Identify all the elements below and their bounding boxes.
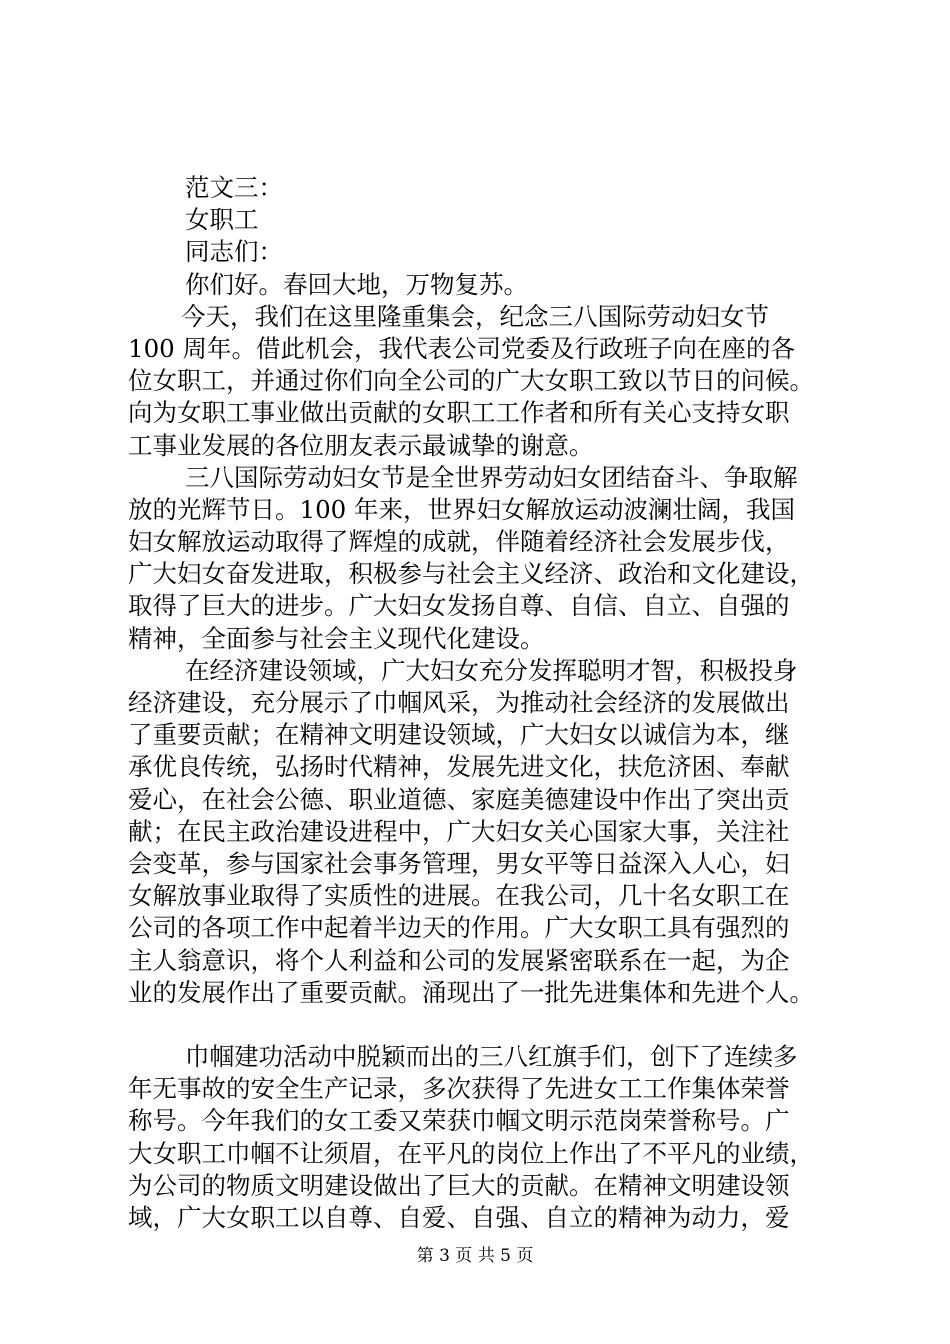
paragraph-line: 工事业发展的各位朋友表示最诚挚的谢意。 (128, 430, 594, 460)
paragraph-line: 主人翁意识，将个人利益和公司的发展紧密联系在一起，为企 (128, 945, 790, 975)
salutation: 同志们： (185, 237, 283, 267)
paragraph-line: 献；在民主政治建设进程中，广大妇女关心国家大事，关注社 (128, 816, 790, 846)
paragraph-line: 经济建设，充分展示了巾帼风采，为推动社会经济的发展做出 (128, 688, 790, 717)
paragraph-line: 今天，我们在这里隆重集会，纪念三八国际劳动妇女节 (181, 301, 769, 331)
paragraph-line: 妇女解放运动取得了辉煌的成就，伴随着经济社会发展步伐， (128, 527, 790, 557)
paragraph-line: 女解放事业取得了实质性的进展。在我公司，几十名女职工在 (128, 881, 790, 911)
paragraph-line: 会变革，参与国家社会事务管理，男女平等日益深入人心，妇 (128, 848, 790, 878)
paragraph-line: 域，广大女职工以自尊、自爱、自强、自立的精神为动力，爱 (128, 1203, 790, 1232)
section-heading: 范文三： (185, 173, 283, 202)
paragraph-line: 了重要贡献；在精神文明建设领域，广大妇女以诚信为本，继 (128, 720, 790, 750)
document-body (128, 172, 850, 1234)
paragraph-line: 向为女职工事业做出贡献的女职工工作者和所有关心支持女职 (128, 398, 790, 428)
paragraph-line: 取得了巨大的进步。广大妇女发扬自尊、自信、自立、自强的 (128, 591, 790, 621)
paragraph-spacer (128, 1009, 850, 1041)
paragraph-line: 大女职工巾帼不让须眉，在平凡的岗位上作出了不平凡的业绩， (128, 1138, 814, 1168)
paragraph-line: 巾帼建功活动中脱颖而出的三八红旗手们，创下了连续多 (185, 1042, 798, 1072)
page-number-footer: 第 3 页 共 5 页 (416, 1246, 534, 1266)
paragraph-line: 精神，全面参与社会主义现代化建设。 (128, 623, 545, 653)
paragraph-line: 三八国际劳动妇女节是全世界劳动妇女团结奋斗、争取解 (185, 462, 798, 492)
paragraph-line: 位女职工，并通过你们向全公司的广大女职工致以节日的问候。 (128, 366, 814, 396)
speech-title: 女职工 (185, 205, 259, 235)
paragraph-line: 为公司的物质文明建设做出了巨大的贡献。在精神文明建设领 (128, 1170, 790, 1200)
paragraph-line: 业的发展作出了重要贡献。涌现出了一批先进集体和先进个人。 (128, 977, 814, 1007)
paragraph-line: 100 周年。借此机会，我代表公司党委及行政班子向在座的各 (128, 333, 796, 363)
paragraph-line: 广大妇女奋发进取，积极参与社会主义经济、政治和文化建设， (128, 559, 814, 589)
paragraph-line: 公司的各项工作中起着半边天的作用。广大女职工具有强烈的 (128, 913, 790, 943)
paragraph-line: 承优良传统，弘扬时代精神，发展先进文化，扶危济困、奉献 (128, 752, 790, 782)
paragraph-line: 年无事故的安全生产记录，多次获得了先进女工工作集体荣誉 (128, 1074, 790, 1104)
paragraph-line: 放的光辉节日。100 年来，世界妇女解放运动波澜壮阔，我国 (128, 494, 796, 524)
paragraph-line: 爱心，在社会公德、职业道德、家庭美德建设中作出了突出贡 (128, 784, 790, 814)
greeting-line: 你们好。春回大地，万物复苏。 (185, 269, 528, 299)
paragraph-line: 在经济建设领域，广大妇女充分发挥聪明才智，积极投身 (185, 655, 798, 685)
paragraph-line: 称号。今年我们的女工委又荣获巾帼文明示范岗荣誉称号。广 (128, 1106, 790, 1136)
